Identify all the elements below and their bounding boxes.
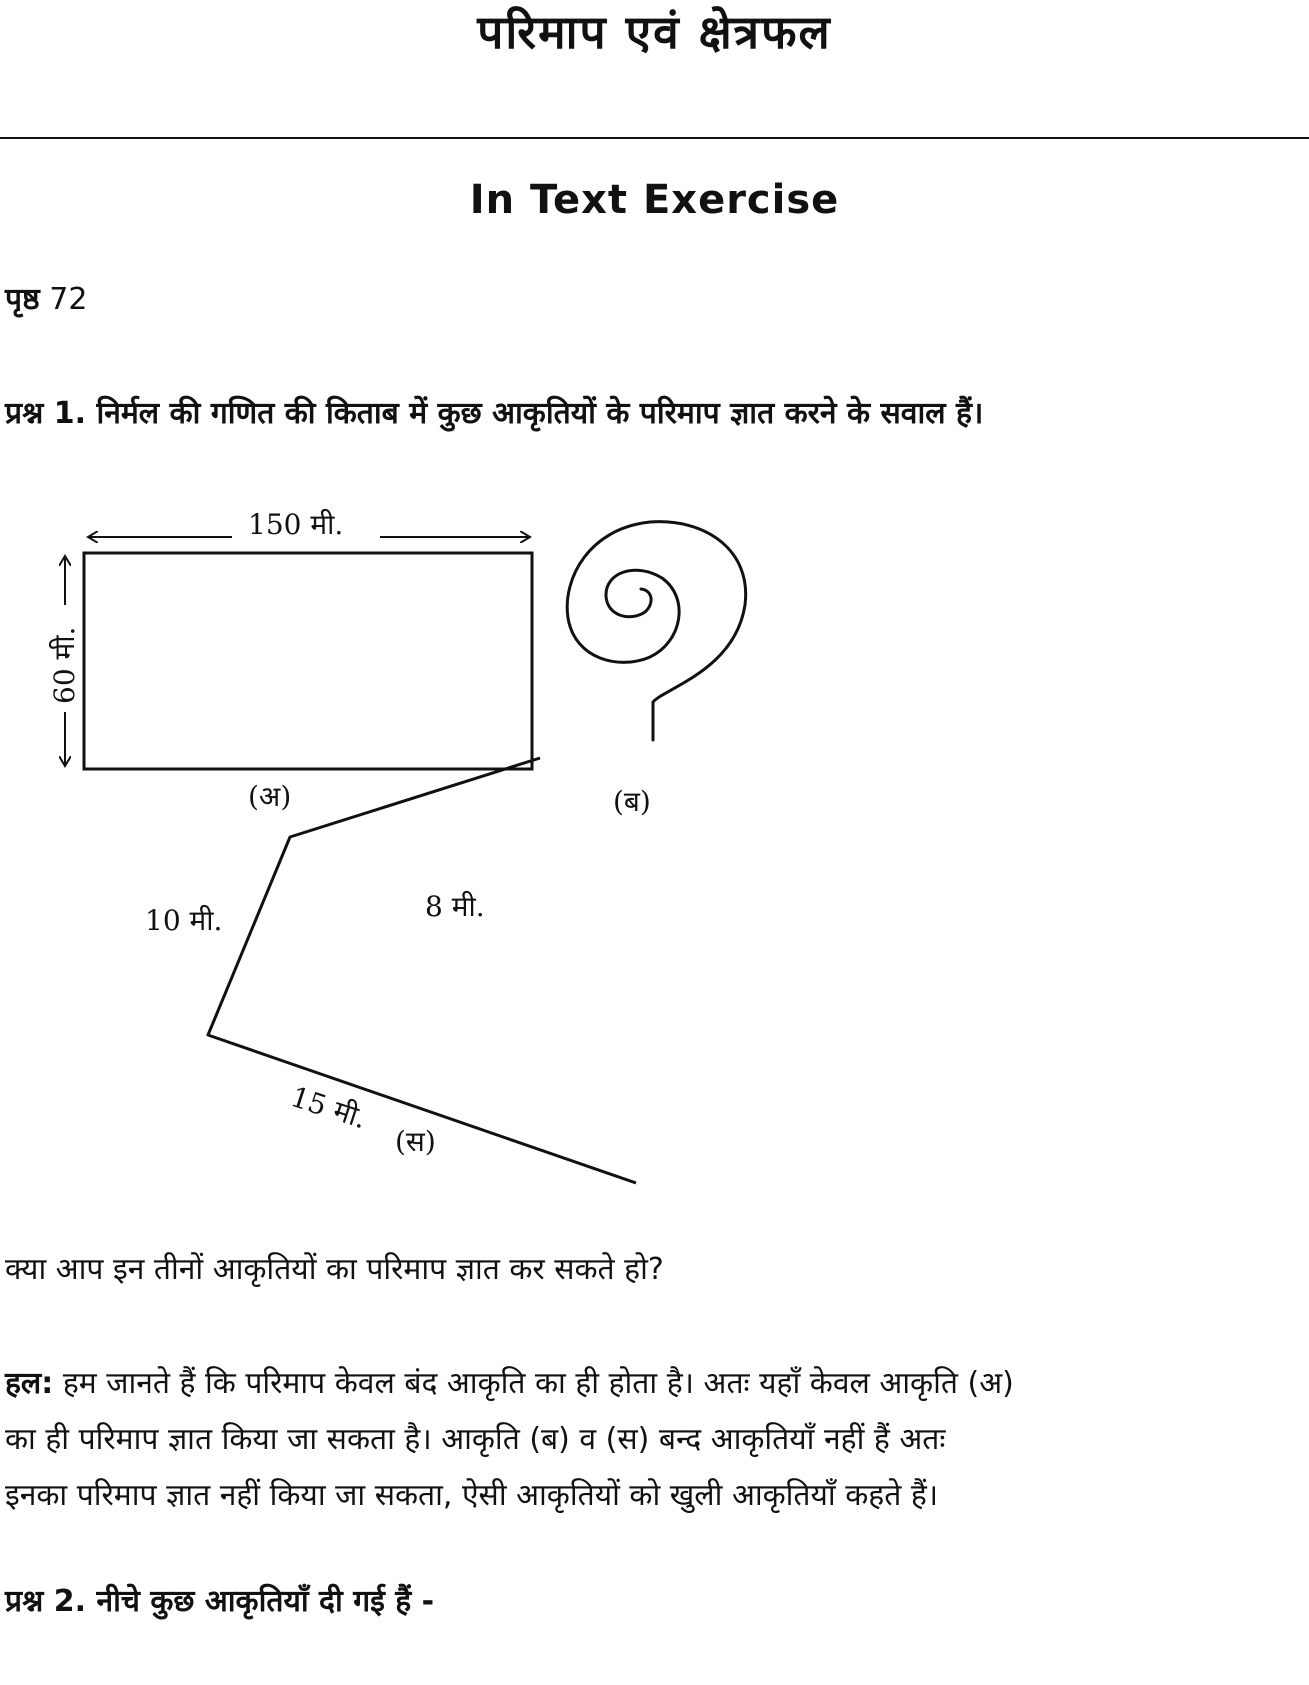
question-2: प्रश्न 2. नीचे कुछ आकृतियाँ दी गई हैं - [5,1584,435,1619]
label-c: (स) [395,1125,436,1158]
side-8-label: 8 मी. [425,890,485,923]
page-title: परिमाप एवं क्षेत्रफल [477,5,832,59]
page-ref-number: 72 [49,282,88,317]
spiral-shape [567,522,745,740]
page-reference [5,280,87,320]
rectangle-shape [84,553,532,769]
solution-block [5,1356,1305,1524]
rect-height-label: 60 मी. [48,626,81,704]
label-b: (ब) [613,785,651,818]
question-1: प्रश्न 1. निर्मल की गणित की किताब में कुछ आकृतियों के परिमाप ज्ञात करने के सवाल हैं। [5,396,984,431]
question-1-text: क्या आप इन तीनों आकृतियों का परिमाप ज्ञात कर सकते हो? [5,1252,664,1287]
solution-line-3: इनका परिमाप ज्ञात नहीं किया जा सकता, ऐसी आकृतियों को खुली आकृतियाँ कहते हैं। [5,1478,939,1513]
solution-line-1-text: हम जानते हैं कि परिमाप केवल बंद आकृति का ही होता है। अतः यहाँ केवल आकृति (अ) [53,1366,1014,1401]
side-15-label: 15 मी. [286,1080,371,1136]
section-title: In Text Exercise [469,177,840,223]
open-shape [208,758,636,1183]
solution-label: हल: [5,1366,54,1401]
rect-width-label: 150 मी. [248,508,344,541]
solution-line-1 [5,1356,1305,1412]
question-1-figure [0,500,800,1200]
figure-drawing [0,500,800,1200]
label-a: (अ) [248,780,292,813]
side-10-label: 10 मी. [145,904,223,937]
page-ref-label: पृष्ठ [5,282,40,317]
title-divider [0,137,1309,139]
solution-line-2: का ही परिमाप ज्ञात किया जा सकता है। आकृति (ब) व (स) बन्द आकृतियाँ नहीं हैं अतः [5,1422,946,1457]
